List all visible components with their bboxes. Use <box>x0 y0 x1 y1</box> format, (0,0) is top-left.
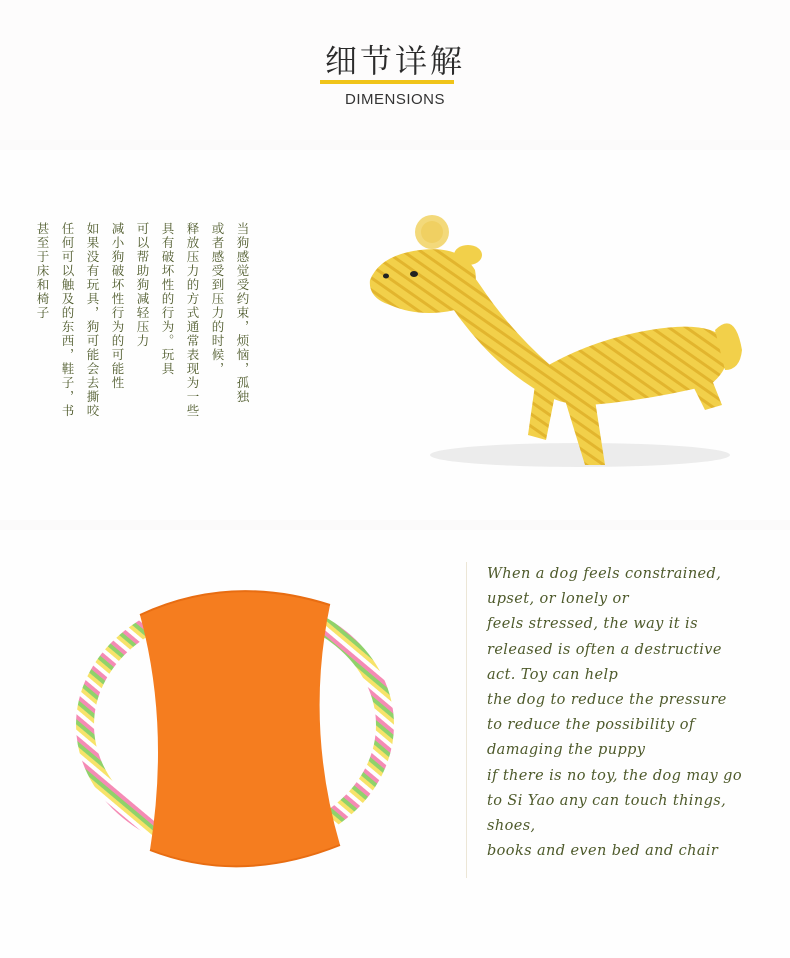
en-line: the dog to reduce the pressure <box>487 692 727 709</box>
cn-line: 任何可以触及的东西，鞋子，书 <box>60 222 75 418</box>
frisbee-rope-ring-toy-image <box>60 575 420 885</box>
giraffe-rope-toy-image <box>350 200 750 480</box>
en-line: to Si Yao any can touch things, <box>487 792 727 809</box>
en-line: shoes, <box>487 818 536 835</box>
page-title-cn: 细节详解 <box>324 42 465 80</box>
cn-line: 减小狗破坏性行为的可能性 <box>110 222 125 390</box>
title-underline-bar <box>320 80 454 84</box>
cn-line: 释放压力的方式通常表现为一些 <box>185 222 200 418</box>
en-line: feels stressed, the way it is <box>487 616 698 633</box>
en-line: books and even bed and chair <box>487 843 719 860</box>
en-line: upset, or lonely or <box>487 591 629 608</box>
cn-line: 如果没有玩具，狗可能会去撕咬 <box>85 222 100 418</box>
cn-line: 可以帮助狗减轻压力 <box>135 222 150 348</box>
chinese-description <box>30 222 255 482</box>
header-section <box>0 0 790 140</box>
english-description <box>466 562 790 878</box>
cn-line: 当狗感觉受约束，烦恼，孤独 <box>235 222 250 404</box>
page-title-en: DIMENSIONS <box>344 91 445 108</box>
en-line: act. Toy can help <box>487 666 619 683</box>
cn-line: 具有破坏性的行为。玩具 <box>160 222 175 376</box>
en-line: damaging the puppy <box>487 742 646 759</box>
en-line: if there is no toy, the dog may go <box>487 767 742 784</box>
en-line: released is often a destructive <box>487 641 722 658</box>
en-line: to reduce the possibility of <box>487 717 695 734</box>
cn-line: 甚至于床和椅子 <box>35 222 50 320</box>
cn-line: 或者感受到压力的时候， <box>210 222 225 376</box>
en-line: When a dog feels constrained, <box>487 566 722 582</box>
